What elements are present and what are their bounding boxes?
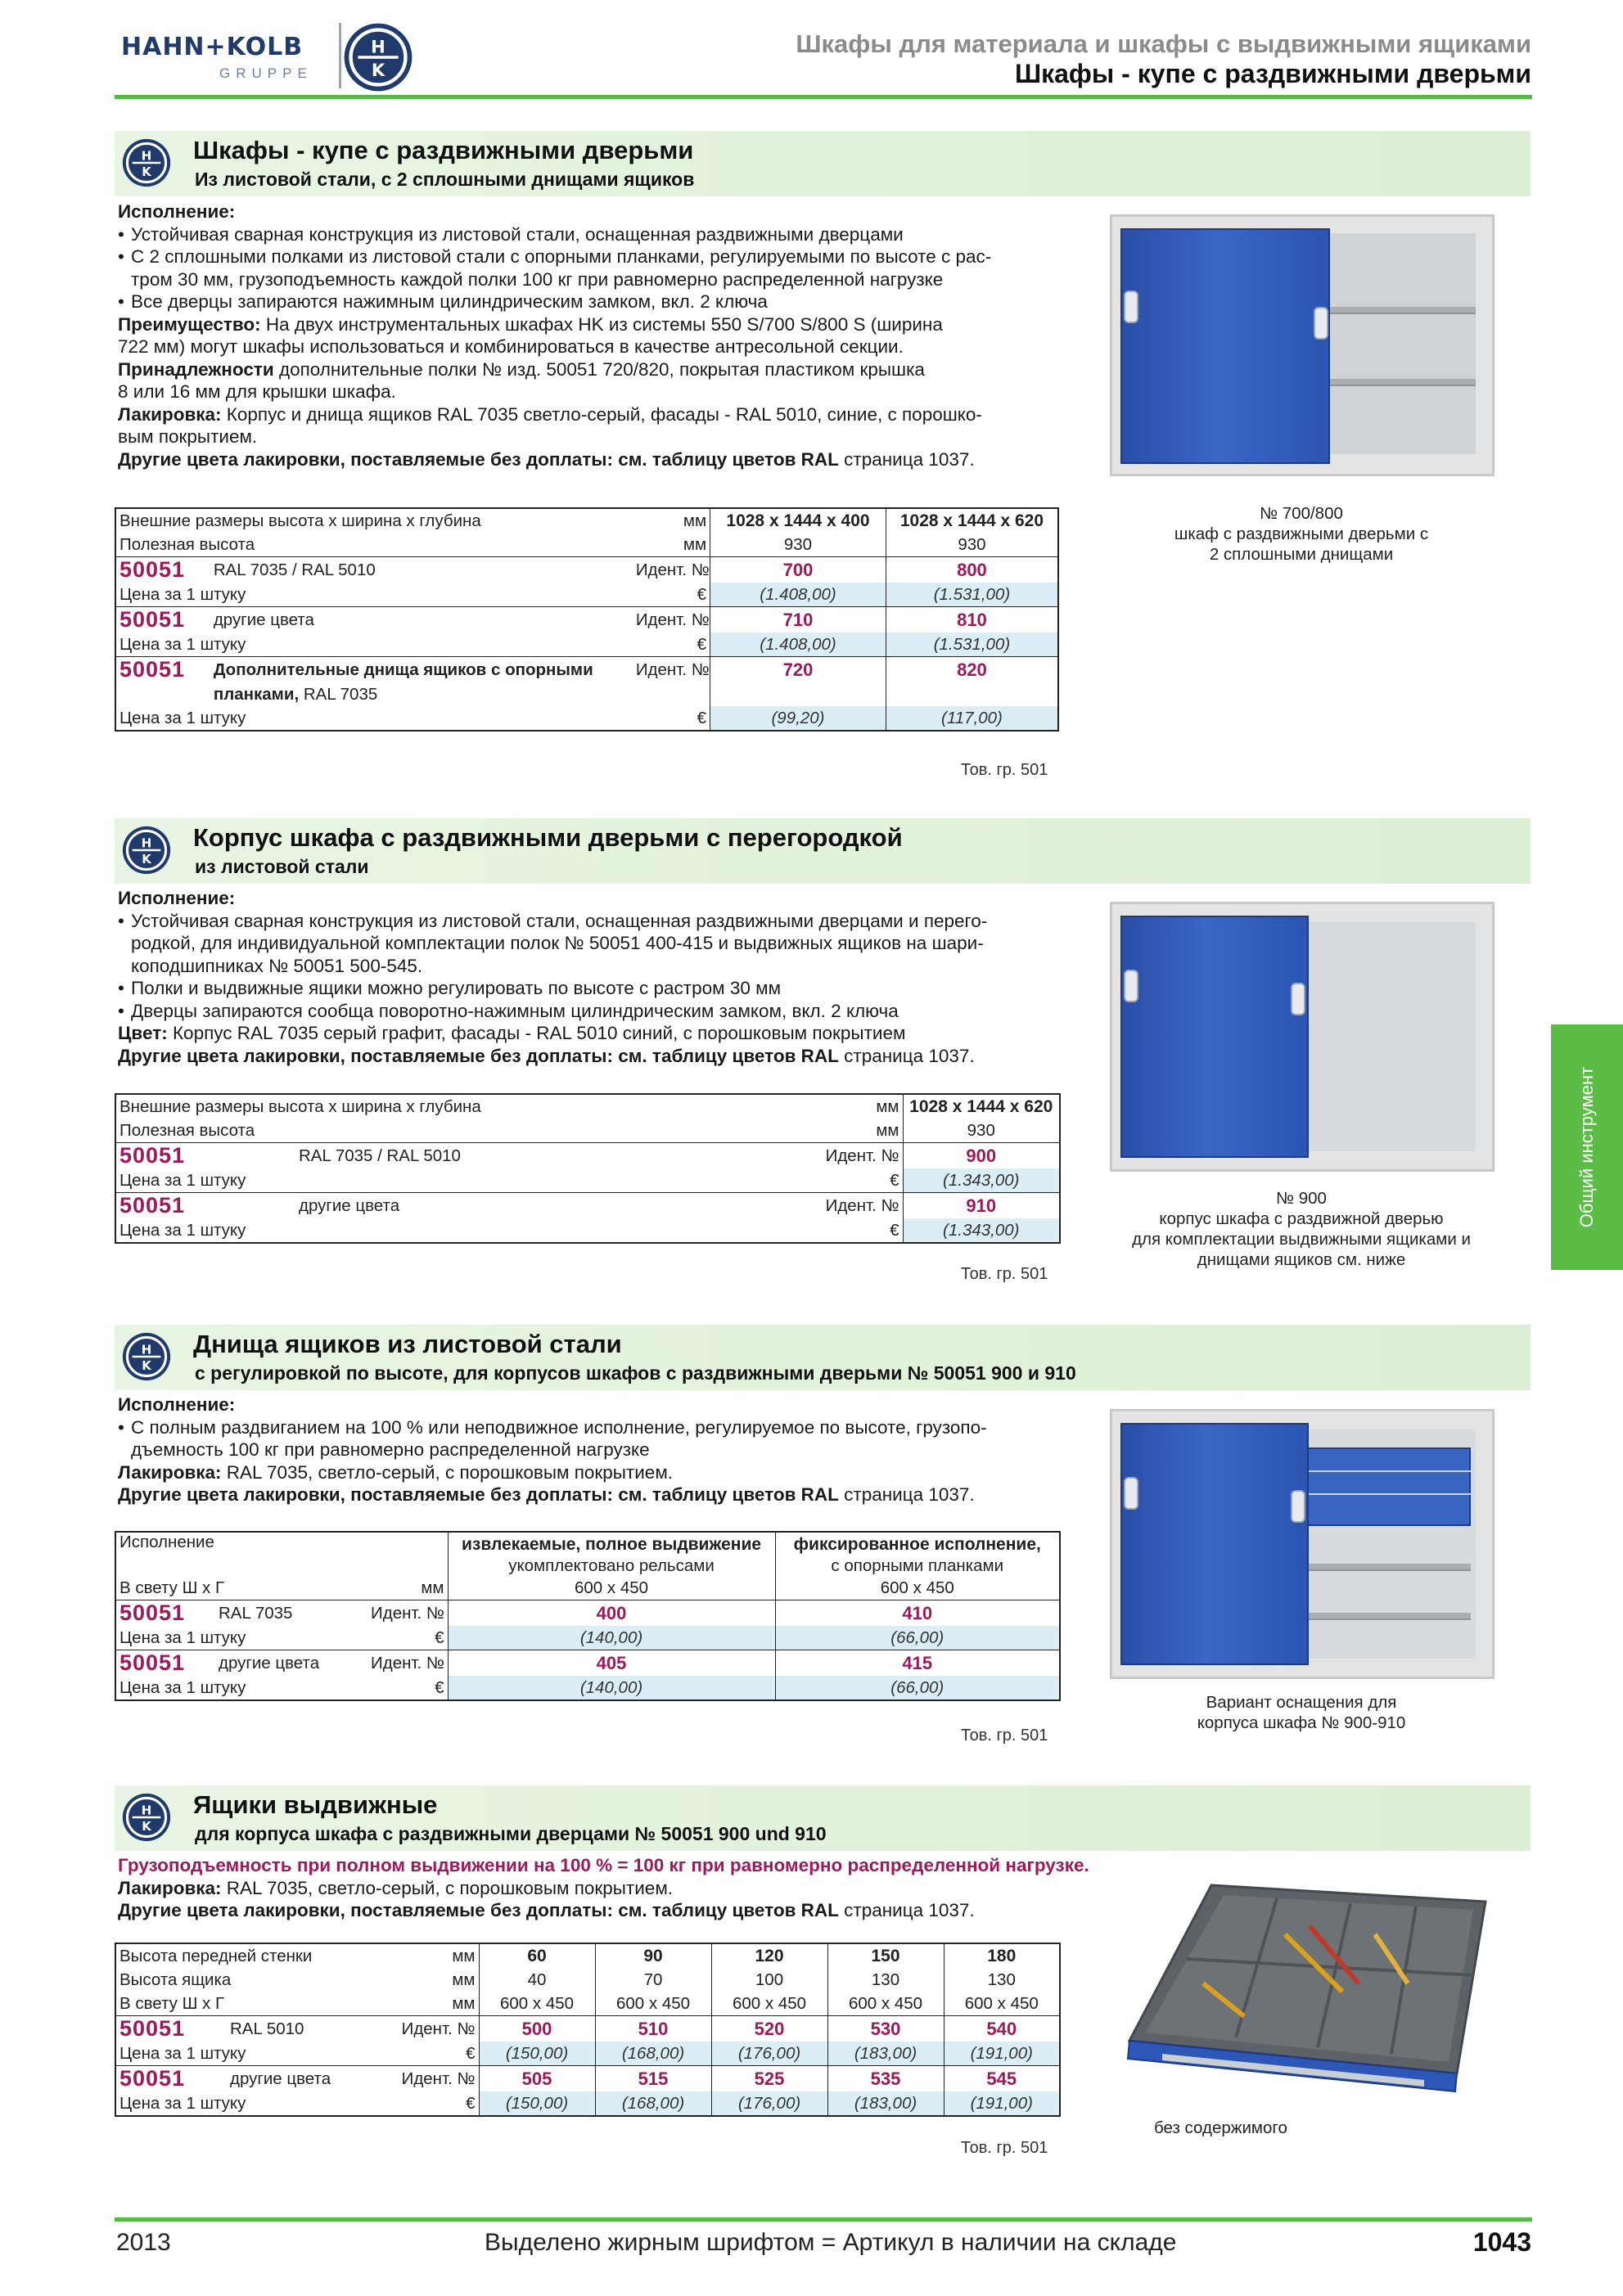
price-label: Цена за 1 штуку bbox=[115, 2091, 390, 2116]
ident-number: 700 bbox=[710, 557, 886, 583]
price-label: Цена за 1 штуку bbox=[115, 1626, 367, 1650]
hk-badge-icon bbox=[121, 137, 172, 188]
price-value: (117,00) bbox=[886, 706, 1058, 731]
ident-number: 535 bbox=[827, 2066, 944, 2092]
paint-label: Лакировка: bbox=[118, 403, 222, 425]
bullet-continuation: тром 30 мм, грузоподъемность каждой полки 100 кг при равномерно распределенной нагрузке bbox=[131, 268, 944, 290]
bullet-continuation: дъемность 100 кг при равномерно распределенной нагрузке bbox=[131, 1439, 650, 1460]
price-value: (1.531,00) bbox=[886, 633, 1058, 657]
colors-page-link[interactable]: страница 1037. bbox=[838, 1484, 975, 1505]
footer-note: Выделено жирным шрифтом = Артикул в наличии на складе bbox=[485, 2229, 1177, 2256]
price-label: Цена за 1 штуку bbox=[115, 1676, 367, 1700]
svg-text:K: K bbox=[142, 852, 151, 867]
brand-logo-subtext: GRUPPE bbox=[219, 65, 313, 81]
article-code: 50051 bbox=[115, 1193, 295, 1219]
ident-label: Идент. № bbox=[367, 1600, 448, 1627]
article-code: 50051 bbox=[115, 657, 210, 683]
usable-value: 930 bbox=[710, 533, 886, 557]
box-value: 130 bbox=[827, 1968, 944, 1992]
product-group-label: Тов. гр. 501 bbox=[961, 1265, 1048, 1283]
price-label: Цена за 1 штуку bbox=[115, 706, 633, 731]
price-label: Цена за 1 штуку bbox=[115, 1168, 693, 1193]
unit-label: мм bbox=[693, 1119, 903, 1143]
hk-badge-icon bbox=[121, 1792, 172, 1843]
article-desc: RAL 7035 / RAL 5010 bbox=[210, 557, 633, 583]
page-number: 1043 bbox=[1472, 2227, 1531, 2257]
price-value: (176,00) bbox=[711, 2091, 827, 2116]
color-text: Корпус RAL 7035 серый графит, фасады - RAL 5010 синий, с порошковым покрытием bbox=[167, 1023, 906, 1043]
ident-number: 415 bbox=[775, 1650, 1060, 1677]
clear-value: 600 x 450 bbox=[944, 1992, 1060, 2016]
front-value: 90 bbox=[595, 1943, 711, 1968]
clear-value: 600 x 450 bbox=[479, 1992, 595, 2016]
colors-note: Другие цвета лакировки, поставляемые без доплаты: см. таблицу цветов RAL bbox=[118, 1900, 839, 1920]
box-value: 70 bbox=[595, 1968, 711, 1992]
ident-label: Идент. № bbox=[367, 1650, 448, 1677]
price-value: (168,00) bbox=[595, 2042, 711, 2066]
paint-label: Лакировка: bbox=[118, 1461, 222, 1483]
dims-label: Внешние размеры высота x ширина x глубина bbox=[115, 1094, 693, 1119]
column-subheader: укомплектовано рельсами bbox=[448, 1556, 775, 1576]
caption-line: Вариант оснащения для bbox=[1206, 1693, 1397, 1712]
section-subtitle: для корпуса шкафа с раздвижными дверцами № 50051 900 und 910 bbox=[195, 1823, 827, 1844]
front-value: 120 bbox=[711, 1943, 827, 1968]
ispolnenie-label: Исполнение: bbox=[118, 201, 236, 222]
section-description bbox=[118, 1854, 1182, 1922]
product-group-label: Тов. гр. 501 bbox=[961, 2139, 1048, 2157]
section-title: Ящики выдвижные bbox=[193, 1790, 438, 1819]
box-value: 40 bbox=[479, 1968, 595, 1992]
ident-label: Идент. № bbox=[390, 2016, 479, 2042]
clear-label: В свету Ш x Г bbox=[115, 1992, 390, 2016]
ident-label: Идент. № bbox=[633, 657, 710, 683]
euro-label: € bbox=[390, 2042, 479, 2066]
ident-number: 410 bbox=[775, 1600, 1060, 1627]
caption-line: № 700/800 bbox=[1260, 504, 1343, 523]
ident-number: 540 bbox=[944, 2016, 1060, 2042]
cabinet-image bbox=[1110, 1409, 1495, 1679]
article-code: 50051 bbox=[115, 2066, 227, 2092]
logo-divider bbox=[339, 23, 341, 88]
clear-label: В свету Ш x Г bbox=[115, 1576, 367, 1600]
price-label: Цена за 1 штуку bbox=[115, 2042, 390, 2066]
ident-label: Идент. № bbox=[633, 557, 710, 583]
box-value: 130 bbox=[944, 1968, 1060, 1992]
bullet-item: • С полным раздвиганием на 100 % или неподвижное исполнение, регулируемое по высоте, грузопо- bbox=[118, 1416, 1059, 1439]
image-caption bbox=[1097, 503, 1506, 565]
ident-label: Идент. № bbox=[693, 1143, 903, 1169]
colors-note: Другие цвета лакировки, поставляемые без доплаты: см. таблицу цветов RAL bbox=[118, 1484, 839, 1505]
box-value: 100 bbox=[711, 1968, 827, 1992]
paint-label: Лакировка: bbox=[118, 1877, 222, 1898]
ident-number: 710 bbox=[710, 607, 886, 633]
accessories-text-cont: 8 или 16 мм для крышки шкафа. bbox=[118, 381, 396, 402]
price-value: (150,00) bbox=[479, 2042, 595, 2066]
usable-label: Полезная высота bbox=[115, 533, 633, 557]
caption-line: без содержимого bbox=[1154, 2118, 1287, 2137]
euro-label: € bbox=[633, 633, 710, 657]
column-header: извлекаемые, полное выдвижение bbox=[448, 1532, 775, 1556]
brand-logo-text: HAHN+KOLB bbox=[121, 33, 304, 61]
side-category-tab[interactable] bbox=[1551, 1024, 1623, 1270]
caption-line: корпус шкафа с раздвижной дверью bbox=[1159, 1209, 1444, 1228]
section-description bbox=[118, 1393, 1059, 1506]
cabinet-image bbox=[1110, 902, 1495, 1172]
article-code: 50051 bbox=[115, 1600, 215, 1627]
header-divider bbox=[115, 95, 1532, 99]
clear-value: 600 x 450 bbox=[775, 1576, 1060, 1600]
paint-text-cont: вым покрытием. bbox=[118, 426, 258, 447]
price-value: (191,00) bbox=[944, 2042, 1060, 2066]
price-table bbox=[115, 1943, 1061, 2117]
usable-value: 930 bbox=[886, 533, 1058, 557]
dims-value: 1028 x 1444 x 400 bbox=[710, 508, 886, 533]
section-description bbox=[118, 887, 1059, 1067]
unit-label: мм bbox=[633, 508, 710, 533]
svg-text:H: H bbox=[141, 148, 152, 164]
caption-line: днищами ящиков см. ниже bbox=[1197, 1250, 1406, 1269]
hk-badge-icon bbox=[121, 825, 172, 876]
column-subheader: с опорными планками bbox=[775, 1556, 1060, 1576]
ident-number: 525 bbox=[711, 2066, 827, 2092]
footer-year: 2013 bbox=[116, 2229, 171, 2256]
accessories-label: Принадлежности bbox=[118, 358, 274, 380]
hk-badge-icon bbox=[121, 1331, 172, 1382]
caption-line: корпуса шкафа № 900-910 bbox=[1197, 1713, 1406, 1732]
caption-line: 2 сплошными днищами bbox=[1209, 545, 1394, 564]
price-value: (1.408,00) bbox=[710, 633, 886, 657]
colors-page-link[interactable]: страница 1037. bbox=[838, 1900, 975, 1920]
article-desc: другие цвета bbox=[295, 1193, 693, 1219]
section-subtitle: с регулировкой по высоте, для корпусов шкафов с раздвижными дверьми № 50051 900 и 910 bbox=[195, 1362, 1076, 1384]
advantage-text-cont: 722 мм) могут шкафы использоваться и комбинироваться в качестве антресольной секции. bbox=[118, 336, 904, 357]
unit-label: мм bbox=[390, 1943, 479, 1968]
colors-note: Другие цвета лакировки, поставляемые без доплаты: см. таблицу цветов RAL bbox=[118, 448, 839, 470]
svg-text:K: K bbox=[142, 1819, 151, 1835]
price-label: Цена за 1 штуку bbox=[115, 633, 633, 657]
column-header: фиксированное исполнение, bbox=[775, 1532, 1060, 1556]
clear-value: 600 x 450 bbox=[595, 1992, 711, 2016]
article-code: 50051 bbox=[115, 1143, 295, 1169]
price-value: (1.343,00) bbox=[903, 1218, 1060, 1243]
bullet-continuation: коподшипниках № 50051 500-545. bbox=[131, 955, 423, 976]
header-title: Шкафы - купе с раздвижными дверьми bbox=[1014, 59, 1531, 88]
price-value: (168,00) bbox=[595, 2091, 711, 2116]
ispolnenie-label: Исполнение: bbox=[118, 1394, 236, 1415]
advantage-text: На двух инструментальных шкафах HK из системы 550 S/700 S/800 S (ширина bbox=[260, 313, 943, 335]
paint-text: RAL 7035, светло-серый, с порошковым покрытием. bbox=[221, 1461, 674, 1483]
image-caption bbox=[1097, 1692, 1506, 1733]
section-title: Днища ящиков из листовой стали bbox=[193, 1330, 622, 1358]
unit-label: мм bbox=[390, 1968, 479, 1992]
euro-label: € bbox=[633, 706, 710, 731]
svg-text:H: H bbox=[141, 835, 152, 851]
article-desc-cont: RAL 7035 bbox=[299, 684, 378, 704]
ident-label: Идент. № bbox=[633, 607, 710, 633]
product-group-label: Тов. гр. 501 bbox=[961, 761, 1048, 779]
product-group-label: Тов. гр. 501 bbox=[961, 1727, 1048, 1745]
image-caption bbox=[1097, 1188, 1506, 1270]
price-value: (140,00) bbox=[448, 1676, 775, 1700]
price-table bbox=[115, 1093, 1061, 1244]
side-tab-label: Общий инструмент bbox=[1576, 1066, 1597, 1228]
article-desc: другие цвета bbox=[227, 2066, 390, 2092]
ident-number: 515 bbox=[595, 2066, 711, 2092]
caption-line: для комплектации выдвижными ящиками и bbox=[1132, 1230, 1471, 1249]
cabinet-image bbox=[1110, 214, 1495, 476]
box-label: Высота ящика bbox=[115, 1968, 390, 1992]
clear-value: 600 x 450 bbox=[448, 1576, 775, 1600]
price-value: (150,00) bbox=[479, 2091, 595, 2116]
svg-text:H: H bbox=[141, 1342, 152, 1357]
caption-line: № 900 bbox=[1276, 1189, 1327, 1208]
ident-number: 800 bbox=[886, 557, 1058, 583]
price-table bbox=[115, 507, 1059, 732]
section-subtitle: Из листовой стали, с 2 сплошными днищами ящиков bbox=[195, 169, 695, 190]
euro-label: € bbox=[367, 1676, 448, 1700]
price-value: (176,00) bbox=[711, 2042, 827, 2066]
clear-value: 600 x 450 bbox=[711, 1992, 827, 2016]
load-capacity-note: Грузоподъемность при полном выдвижении на 100 % = 100 кг при равномерно распределенной нагрузке. bbox=[118, 1855, 1089, 1875]
accessories-text: дополнительные полки № изд. 50051 720/820, покрытая пластиком крышка bbox=[273, 358, 925, 380]
exec-label: Исполнение bbox=[115, 1532, 448, 1556]
article-desc: RAL 7035 bbox=[215, 1600, 367, 1627]
article-code: 50051 bbox=[115, 1650, 215, 1677]
front-value: 180 bbox=[944, 1943, 1060, 1968]
ident-number: 545 bbox=[944, 2066, 1060, 2092]
svg-text:K: K bbox=[371, 59, 385, 80]
colors-page-link[interactable]: страница 1037. bbox=[838, 1045, 975, 1066]
ident-number: 810 bbox=[886, 607, 1058, 633]
front-value: 60 bbox=[479, 1943, 595, 1968]
ident-label: Идент. № bbox=[693, 1193, 903, 1219]
bullet-item: • Устойчивая сварная конструкция из листовой стали, оснащенная раздвижными дверцами и перего- bbox=[118, 910, 1059, 933]
euro-label: € bbox=[693, 1168, 903, 1193]
article-code: 50051 bbox=[115, 557, 210, 583]
section-subtitle: из листовой стали bbox=[195, 856, 369, 877]
ident-number: 520 bbox=[711, 2016, 827, 2042]
paint-text: RAL 7035, светло-серый, с порошковым покрытием. bbox=[221, 1877, 674, 1898]
dims-value: 1028 x 1444 x 620 bbox=[886, 508, 1058, 533]
article-desc: Дополнительные днища ящиков с опорными bbox=[210, 657, 633, 683]
clear-value: 600 x 450 bbox=[827, 1992, 944, 2016]
bullet-item: • Устойчивая сварная конструкция из листовой стали, оснащенная раздвижными дверцами bbox=[118, 223, 1059, 246]
dims-value: 1028 x 1444 x 620 bbox=[903, 1094, 1060, 1119]
article-desc-cont: планками, bbox=[213, 684, 300, 704]
price-table bbox=[115, 1531, 1061, 1701]
price-value: (66,00) bbox=[775, 1676, 1060, 1700]
colors-page-link[interactable]: страница 1037. bbox=[838, 448, 975, 470]
ident-number: 530 bbox=[827, 2016, 944, 2042]
ident-number: 820 bbox=[886, 657, 1058, 683]
usable-value: 930 bbox=[903, 1119, 1060, 1143]
ident-number: 505 bbox=[479, 2066, 595, 2092]
ident-number: 400 bbox=[448, 1600, 775, 1627]
price-value: (183,00) bbox=[827, 2091, 944, 2116]
price-value: (191,00) bbox=[944, 2091, 1060, 2116]
price-value: (1.408,00) bbox=[710, 583, 886, 607]
bullet-item: • Все дверцы запираются нажимным цилиндрическим замком, вкл. 2 ключа bbox=[118, 290, 1059, 313]
advantage-label: Преимущество: bbox=[118, 313, 261, 335]
price-value: (140,00) bbox=[448, 1626, 775, 1650]
hk-logo-icon bbox=[342, 21, 414, 93]
dims-label: Внешние размеры высота x ширина x глубина bbox=[115, 508, 633, 533]
ident-number: 500 bbox=[479, 2016, 595, 2042]
euro-label: € bbox=[435, 1627, 444, 1647]
price-label: Цена за 1 штуку bbox=[115, 1218, 693, 1243]
price-value: (99,20) bbox=[710, 706, 886, 731]
article-desc: RAL 7035 / RAL 5010 bbox=[295, 1143, 693, 1169]
ident-number: 910 bbox=[903, 1193, 1060, 1219]
front-label: Высота передней стенки bbox=[115, 1943, 390, 1968]
ident-label: Идент. № bbox=[390, 2066, 479, 2092]
paint-text: Корпус и днища ящиков RAL 7035 светло-серый, фасады - RAL 5010, синие, с порошко- bbox=[221, 403, 982, 425]
section-description bbox=[118, 200, 1059, 470]
price-value: (1.531,00) bbox=[886, 583, 1058, 607]
section-title: Шкафы - купе с раздвижными дверьми bbox=[193, 136, 694, 164]
svg-text:K: K bbox=[142, 1358, 151, 1374]
article-desc: RAL 5010 bbox=[227, 2016, 390, 2042]
colors-note: Другие цвета лакировки, поставляемые без доплаты: см. таблицу цветов RAL bbox=[118, 1045, 839, 1066]
bullet-item: • Дверцы запираются сообща поворотно-нажимным цилиндрическим замком, вкл. 2 ключа bbox=[118, 1000, 1059, 1023]
svg-text:H: H bbox=[371, 36, 385, 57]
caption-line: шкаф с раздвижными дверьми с bbox=[1174, 524, 1429, 543]
svg-text:K: K bbox=[142, 164, 151, 180]
header-category: Шкафы для материала и шкафы с выдвижными ящиками bbox=[796, 29, 1531, 58]
footer-divider bbox=[115, 2217, 1532, 2222]
svg-text:H: H bbox=[141, 1803, 152, 1818]
unit-label: мм bbox=[390, 1992, 479, 2016]
article-code: 50051 bbox=[115, 607, 210, 633]
ident-number: 405 bbox=[448, 1650, 775, 1677]
euro-label: € bbox=[633, 583, 710, 607]
bullet-item: • С 2 сплошными полками из листовой стали с опорными планками, регулируемыми по высоте с рас- bbox=[118, 245, 1059, 268]
unit-label: мм bbox=[633, 533, 710, 557]
euro-label: € bbox=[390, 2091, 479, 2116]
section-title: Корпус шкафа с раздвижными дверьми с перегородкой bbox=[193, 823, 903, 852]
euro-label: € bbox=[693, 1218, 903, 1243]
unit-label: мм bbox=[421, 1578, 444, 1597]
price-value: (1.343,00) bbox=[903, 1168, 1060, 1193]
front-value: 150 bbox=[827, 1943, 944, 1968]
drawer-image bbox=[1113, 1869, 1490, 2114]
bullet-continuation: родкой, для индивидуальной комплектации полок № 50051 400-415 и выдвижных ящиков на шари- bbox=[131, 933, 984, 953]
ident-number: 900 bbox=[903, 1143, 1060, 1169]
price-value: (183,00) bbox=[827, 2042, 944, 2066]
ident-number: 510 bbox=[595, 2016, 711, 2042]
image-caption bbox=[1154, 2118, 1334, 2138]
article-code: 50051 bbox=[115, 2016, 227, 2042]
price-label: Цена за 1 штуку bbox=[115, 583, 633, 607]
ident-number: 720 bbox=[710, 657, 886, 683]
bullet-item: • Полки и выдвижные ящики можно регулировать по высоте с растром 30 мм bbox=[118, 977, 1059, 1000]
article-desc: другие цвета bbox=[215, 1650, 367, 1677]
unit-label: мм bbox=[693, 1094, 903, 1119]
usable-label: Полезная высота bbox=[115, 1119, 693, 1143]
price-value: (66,00) bbox=[775, 1626, 1060, 1650]
article-desc: другие цвета bbox=[210, 607, 633, 633]
color-label: Цвет: bbox=[118, 1023, 168, 1043]
ispolnenie-label: Исполнение: bbox=[118, 888, 236, 908]
